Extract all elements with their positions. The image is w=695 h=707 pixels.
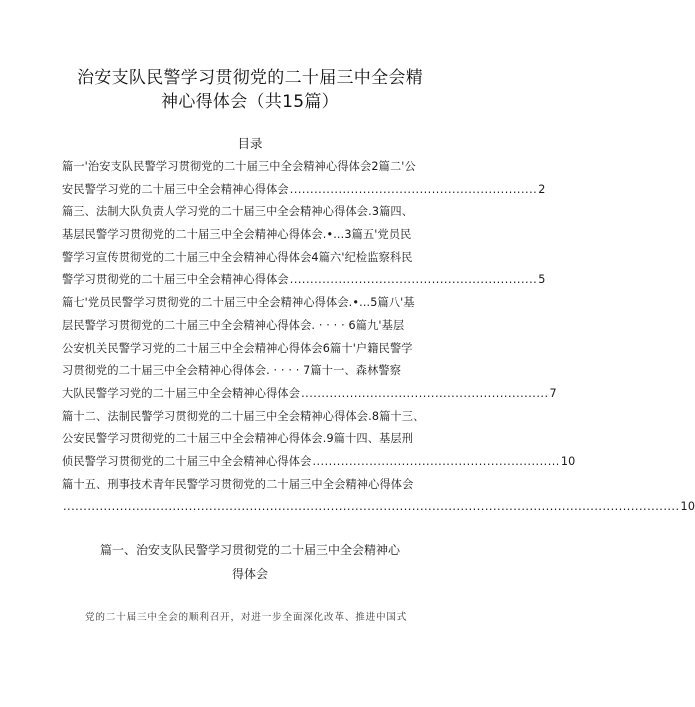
section-heading-line-1: 篇一、治安支队民警学习贯彻党的二十届三中全会精神心 bbox=[99, 543, 400, 557]
toc-page-number: 2 bbox=[538, 182, 546, 196]
toc-leader-dots: ............................................................. bbox=[312, 454, 560, 468]
toc-line[interactable] bbox=[62, 269, 546, 292]
toc-leader-dots: ............................................................. bbox=[289, 273, 538, 287]
toc-line[interactable]: 篇一'治安支队民警学习贯彻党的二十届三中全会精神心得体会2篇二'公 bbox=[62, 160, 416, 173]
toc-line[interactable]: 公安民警学习贯彻党的二十届三中全会精神心得体会.9篇十四、基层刑 bbox=[62, 432, 414, 446]
toc-line[interactable]: 篇七'党员民警学习贯彻党的二十届三中全会精神心得体会.•...5篇八'基 bbox=[62, 296, 415, 310]
toc-line[interactable]: 篇十五、刑事技术青年民警学习贯彻党的二十届三中全会精神心得体会 bbox=[62, 477, 414, 491]
toc-line[interactable] bbox=[62, 451, 576, 474]
document-title-line-2: 神心得体会（共15篇） bbox=[161, 92, 339, 112]
body-paragraph: 党的二十届三中全会的顺利召开，对进一步全面深化改革、推进中国式 bbox=[85, 612, 408, 623]
section-heading-line-2: 得体会 bbox=[231, 567, 268, 581]
toc-line[interactable]: 篇十二、法制民警学习贯彻党的二十届三中全会精神心得体会.8篇十三、 bbox=[62, 409, 425, 423]
table-of-contents bbox=[62, 156, 695, 519]
toc-line[interactable]: 层民警学习贯彻党的二十届三中全会精神心得体会. · · · · 6篇九'基层 bbox=[62, 318, 405, 332]
toc-line[interactable] bbox=[62, 179, 546, 202]
toc-line[interactable]: 公安机关民警学习党的二十届三中全会精神心得体会6篇十'户籍民警学 bbox=[62, 341, 413, 355]
toc-page-number: 5 bbox=[538, 273, 546, 287]
toc-leader-dots: ............................................................. bbox=[301, 386, 549, 400]
toc-line[interactable]: 警学习宣传贯彻党的二十届三中全会精神心得体会4篇六'纪检监察科民 bbox=[62, 250, 413, 264]
toc-entry-text: 侦民警学习贯彻党的二十届三中全会精神心得体会 bbox=[62, 454, 312, 468]
toc-entry-text: 大队民警学习党的二十届三中全会精神心得体会 bbox=[62, 386, 301, 400]
toc-line[interactable]: 习贯彻党的二十届三中全会精神心得体会. · · · · 7篇十一、森林警察 bbox=[62, 364, 402, 378]
toc-page-number: 10 bbox=[560, 454, 576, 468]
toc-heading: 目录 bbox=[237, 136, 263, 151]
toc-line[interactable] bbox=[62, 496, 695, 519]
toc-leader-dots: ............................................................. bbox=[289, 182, 538, 196]
toc-entry-text: 警学习贯彻党的二十届三中全会精神心得体会 bbox=[62, 273, 289, 287]
toc-page-number: 10 bbox=[680, 500, 695, 514]
toc-page-number: 7 bbox=[549, 386, 557, 400]
toc-line[interactable]: 篇三、法制大队负责人学习党的二十届三中全会精神心得体会.3篇四、 bbox=[62, 205, 414, 219]
toc-line[interactable] bbox=[62, 383, 557, 406]
toc-leader-dots: ........................................................................................................................................................ bbox=[63, 500, 680, 514]
toc-line[interactable]: 基层民警学习贯彻党的二十届三中全会精神心得体会.•...3篇五'党员民 bbox=[62, 228, 412, 242]
document-title-line-1: 治安支队民警学习贯彻党的二十届三中全会精 bbox=[77, 68, 423, 88]
toc-entry-text: 安民警学习党的二十届三中全会精神心得体会 bbox=[62, 182, 289, 196]
